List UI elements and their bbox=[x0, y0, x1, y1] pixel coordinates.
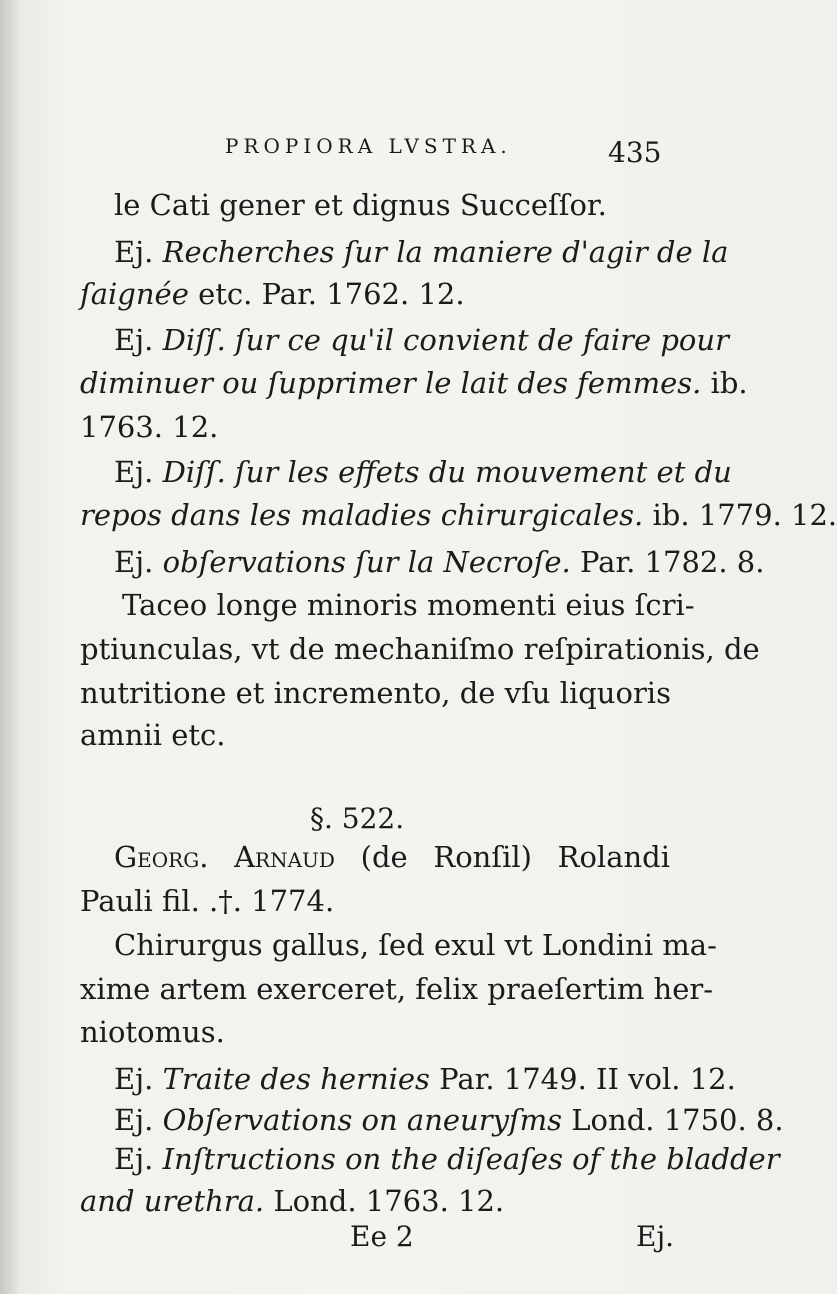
text-run: etc. Par. 1762. 12. bbox=[188, 277, 465, 311]
text-line-2 bbox=[114, 235, 729, 269]
text-line-7 bbox=[114, 455, 732, 489]
text-line-18 bbox=[80, 1015, 225, 1049]
running-head: PROPIORA LVSTRA. bbox=[225, 134, 512, 158]
text-run: Ej. bbox=[114, 455, 163, 489]
text-run: ſaignée bbox=[80, 277, 189, 311]
text-run: 1763. 12. bbox=[80, 410, 219, 444]
text-run: Recherches ſur la maniere d'agir de la bbox=[162, 235, 729, 269]
text-run: Par. 1749. II vol. 12. bbox=[429, 1062, 736, 1096]
text-run: Inſtructions on the diſeaſes of the bladder bbox=[162, 1142, 780, 1176]
text-run: Taceo longe minoris momenti eius ſcri- bbox=[122, 588, 695, 622]
text-run: xime artem exerceret, felix praeſertim her- bbox=[80, 972, 714, 1006]
text-run: Ej. bbox=[114, 545, 163, 579]
text-run: Georg. Arnaud bbox=[114, 840, 335, 874]
text-line-4 bbox=[114, 323, 729, 357]
text-run: Lond. 1763. 12. bbox=[264, 1184, 505, 1218]
text-run: Ej. bbox=[114, 235, 163, 269]
section-heading: §. 522. bbox=[310, 802, 405, 835]
text-line-17 bbox=[80, 972, 714, 1006]
text-run: amnii etc. bbox=[80, 718, 226, 752]
text-run: repos dans les maladies chirurgicales. bbox=[80, 498, 644, 532]
text-run: Ej. bbox=[114, 1103, 163, 1137]
text-run: Diſſ. ſur les effets du mouvement et du bbox=[162, 455, 732, 489]
text-run: obſervations ſur la Necroſe. bbox=[162, 545, 571, 579]
page-gutter-shadow bbox=[0, 0, 18, 1294]
text-run: ib. 1779. 12. bbox=[643, 498, 837, 532]
text-line-5 bbox=[80, 366, 748, 400]
signature-mark: Ee 2 bbox=[350, 1220, 414, 1253]
text-line-15 bbox=[80, 884, 334, 918]
text-run: le Cati gener et dignus Succeſſor. bbox=[114, 188, 607, 222]
text-line-10 bbox=[122, 588, 695, 622]
text-run: Chirurgus gallus, ſed exul vt Londini ma- bbox=[114, 928, 717, 962]
text-run: Traite des hernies bbox=[162, 1062, 430, 1096]
text-run: Pauli fil. .†. 1774. bbox=[80, 884, 335, 918]
text-run: (de Ronſil) Rolandi bbox=[334, 840, 670, 874]
text-line-20 bbox=[114, 1103, 784, 1137]
catchword: Ej. bbox=[636, 1220, 675, 1253]
text-line-21 bbox=[114, 1142, 780, 1176]
text-line-22 bbox=[80, 1184, 504, 1218]
page-number: 435 bbox=[608, 136, 662, 169]
text-run: Ej. bbox=[114, 323, 163, 357]
text-line-9 bbox=[114, 545, 765, 579]
text-run: niotomus. bbox=[80, 1015, 225, 1049]
text-run: Par. 1782. 8. bbox=[570, 545, 765, 579]
text-line-1 bbox=[114, 188, 607, 222]
text-run: and urethra. bbox=[80, 1184, 265, 1218]
text-run: Ej. bbox=[114, 1142, 163, 1176]
text-run: ptiunculas, vt de mechaniſmo reſpirationis, de bbox=[80, 632, 760, 666]
text-run: Lond. 1750. 8. bbox=[562, 1103, 784, 1137]
text-run: Diſſ. ſur ce qu'il convient de faire pour bbox=[162, 323, 729, 357]
text-line-11 bbox=[80, 632, 760, 666]
text-line-13 bbox=[80, 718, 226, 752]
text-run: Obſervations on aneuryſms bbox=[162, 1103, 563, 1137]
text-line-16 bbox=[114, 928, 717, 962]
text-line-12 bbox=[80, 676, 670, 710]
text-run: diminuer ou ſupprimer le lait des femmes. bbox=[80, 366, 702, 400]
text-line-19 bbox=[114, 1062, 736, 1096]
text-line-6 bbox=[80, 410, 218, 444]
text-run: ib. bbox=[701, 366, 748, 400]
text-run: Ej. bbox=[114, 1062, 163, 1096]
text-line-3 bbox=[80, 277, 465, 311]
text-line-14 bbox=[114, 840, 670, 874]
text-line-8 bbox=[80, 498, 837, 532]
text-run: nutritione et incremento, de vſu liquoris bbox=[80, 676, 671, 710]
